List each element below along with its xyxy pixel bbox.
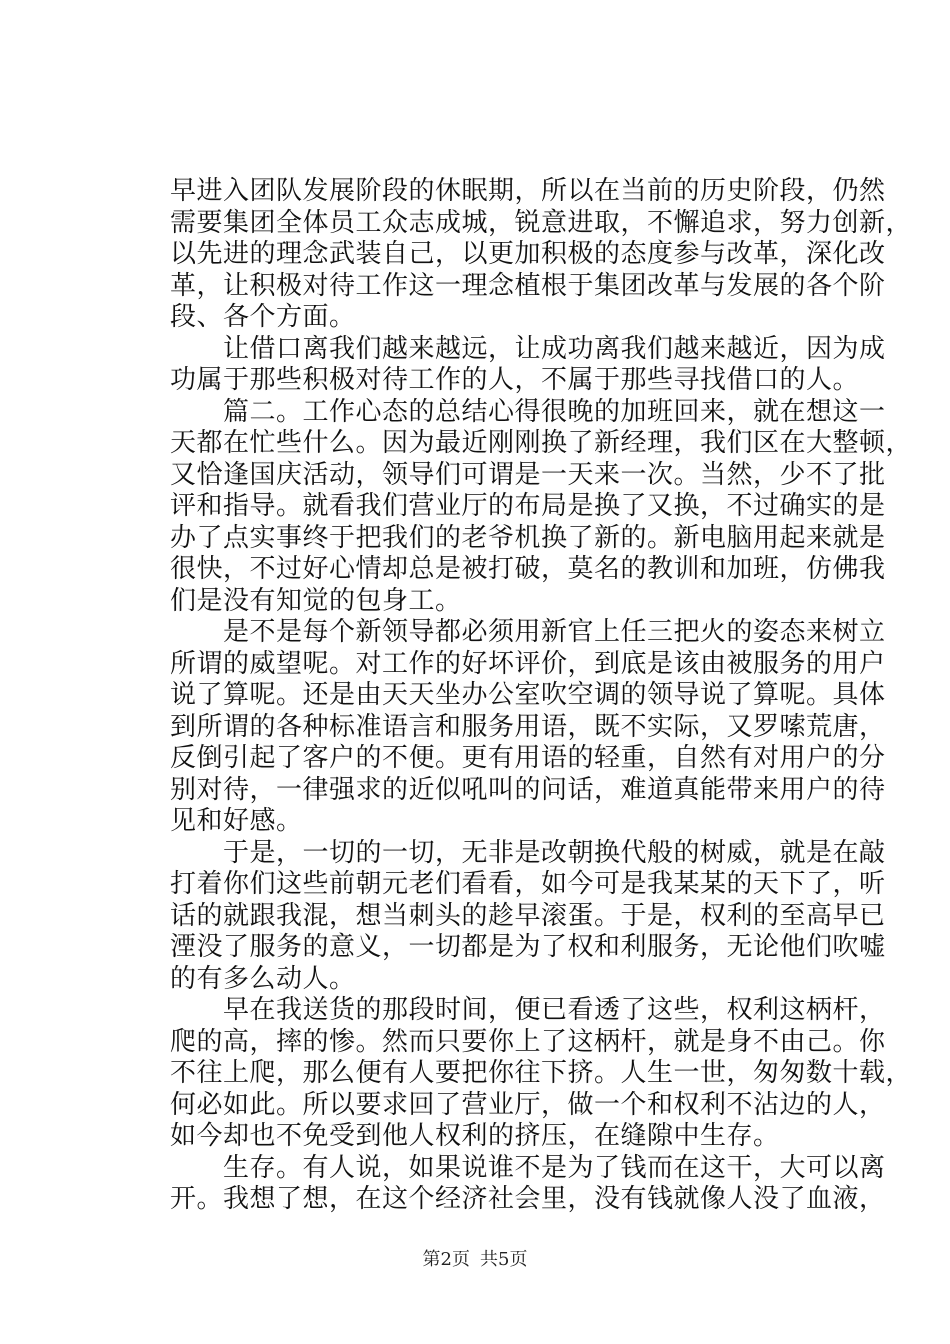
text-line: 的有多么动人。 — [170, 963, 356, 994]
text-line: 何必如此。所以要求回了营业厅，做一个和权利不沾边的人， — [170, 1089, 886, 1120]
text-line: 天都在忙些什么。因为最近刚刚换了新经理，我们区在大整顿， — [170, 428, 913, 458]
text-line: 打着你们这些前朝元老们看看，如今可是我某某的天下了，听 — [170, 869, 886, 899]
document-body — [170, 176, 913, 1216]
text-line: 又恰逢国庆活动，领导们可谓是一天来一次。当然，少不了批 — [170, 459, 886, 490]
text-line: 评和指导。就看我们营业厅的布局是换了又换，不过确实的是 — [170, 491, 886, 521]
text-line: 篇二。工作心态的总结心得很晚的加班回来，就在想这一 — [170, 396, 886, 427]
text-line: 功属于那些积极对待工作的人，不属于那些寻找借口的人。 — [170, 365, 860, 395]
text-line: 反倒引起了客户的不便。更有用语的轻重，自然有对用户的分 — [170, 743, 886, 773]
text-line: 生存。有人说，如果说谁不是为了钱而在这干，大可以离 — [170, 1152, 886, 1183]
text-line: 革，让积极对待工作这一理念植根于集团改革与发展的各个阶 — [170, 270, 886, 301]
page-number: 第2页 — [422, 1249, 470, 1270]
text-line: 早进入团队发展阶段的休眠期，所以在当前的历史阶段，仍然 — [170, 176, 886, 206]
text-line: 需要集团全体员工众志成城，锐意进取，不懈追求，努力创新， — [170, 207, 913, 238]
text-line: 于是，一切的一切，无非是改朝换代般的树威，就是在敲 — [170, 837, 886, 868]
text-line: 爬的高，摔的惨。然而只要你上了这柄杆，就是身不由己。你 — [170, 1026, 886, 1057]
text-line: 如今却也不免受到他人权利的挤压，在缝隙中生存。 — [170, 1121, 780, 1151]
text-line: 湮没了服务的意义，一切都是为了权和利服务，无论他们吹嘘 — [170, 932, 886, 962]
page-footer — [0, 1248, 950, 1272]
text-line: 段、各个方面。 — [170, 302, 356, 332]
text-line: 以先进的理念武装自己，以更加积极的态度参与改革，深化改 — [170, 239, 886, 269]
text-line: 很快，不过好心情却总是被打破，莫名的教训和加班，仿佛我 — [170, 554, 886, 584]
text-line: 话的就跟我混，想当刺头的趁早滚蛋。于是，权利的至高早已 — [170, 900, 886, 931]
text-line: 所谓的威望呢。对工作的好坏评价，到底是该由被服务的用户 — [170, 648, 886, 679]
text-line: 说了算呢。还是由天天坐办公室吹空调的领导说了算呢。具体 — [170, 680, 886, 710]
text-line: 开。我想了想，在这个经济社会里，没有钱就像人没了血液， — [170, 1184, 886, 1214]
text-line: 办了点实事终于把我们的老爷机换了新的。新电脑用起来就是 — [170, 522, 886, 553]
text-line: 别对待，一律强求的近似吼叫的问话，难道真能带来用户的待 — [170, 774, 886, 805]
text-line: 让借口离我们越来越远，让成功离我们越来越近，因为成 — [170, 333, 886, 364]
text-line: 早在我送货的那段时间，便已看透了这些，权利这柄杆， — [170, 995, 886, 1025]
text-line: 是不是每个新领导都必须用新官上任三把火的姿态来树立 — [170, 617, 886, 647]
text-line: 见和好感。 — [170, 806, 303, 836]
text-line: 到所谓的各种标准语言和服务用语，既不实际，又罗嗦荒唐， — [170, 711, 886, 742]
text-line: 不往上爬，那么便有人要把你往下挤。人生一世，匆匆数十载， — [170, 1058, 913, 1088]
text-line: 们是没有知觉的包身工。 — [170, 585, 462, 616]
page-total: 共5页 — [480, 1249, 528, 1270]
